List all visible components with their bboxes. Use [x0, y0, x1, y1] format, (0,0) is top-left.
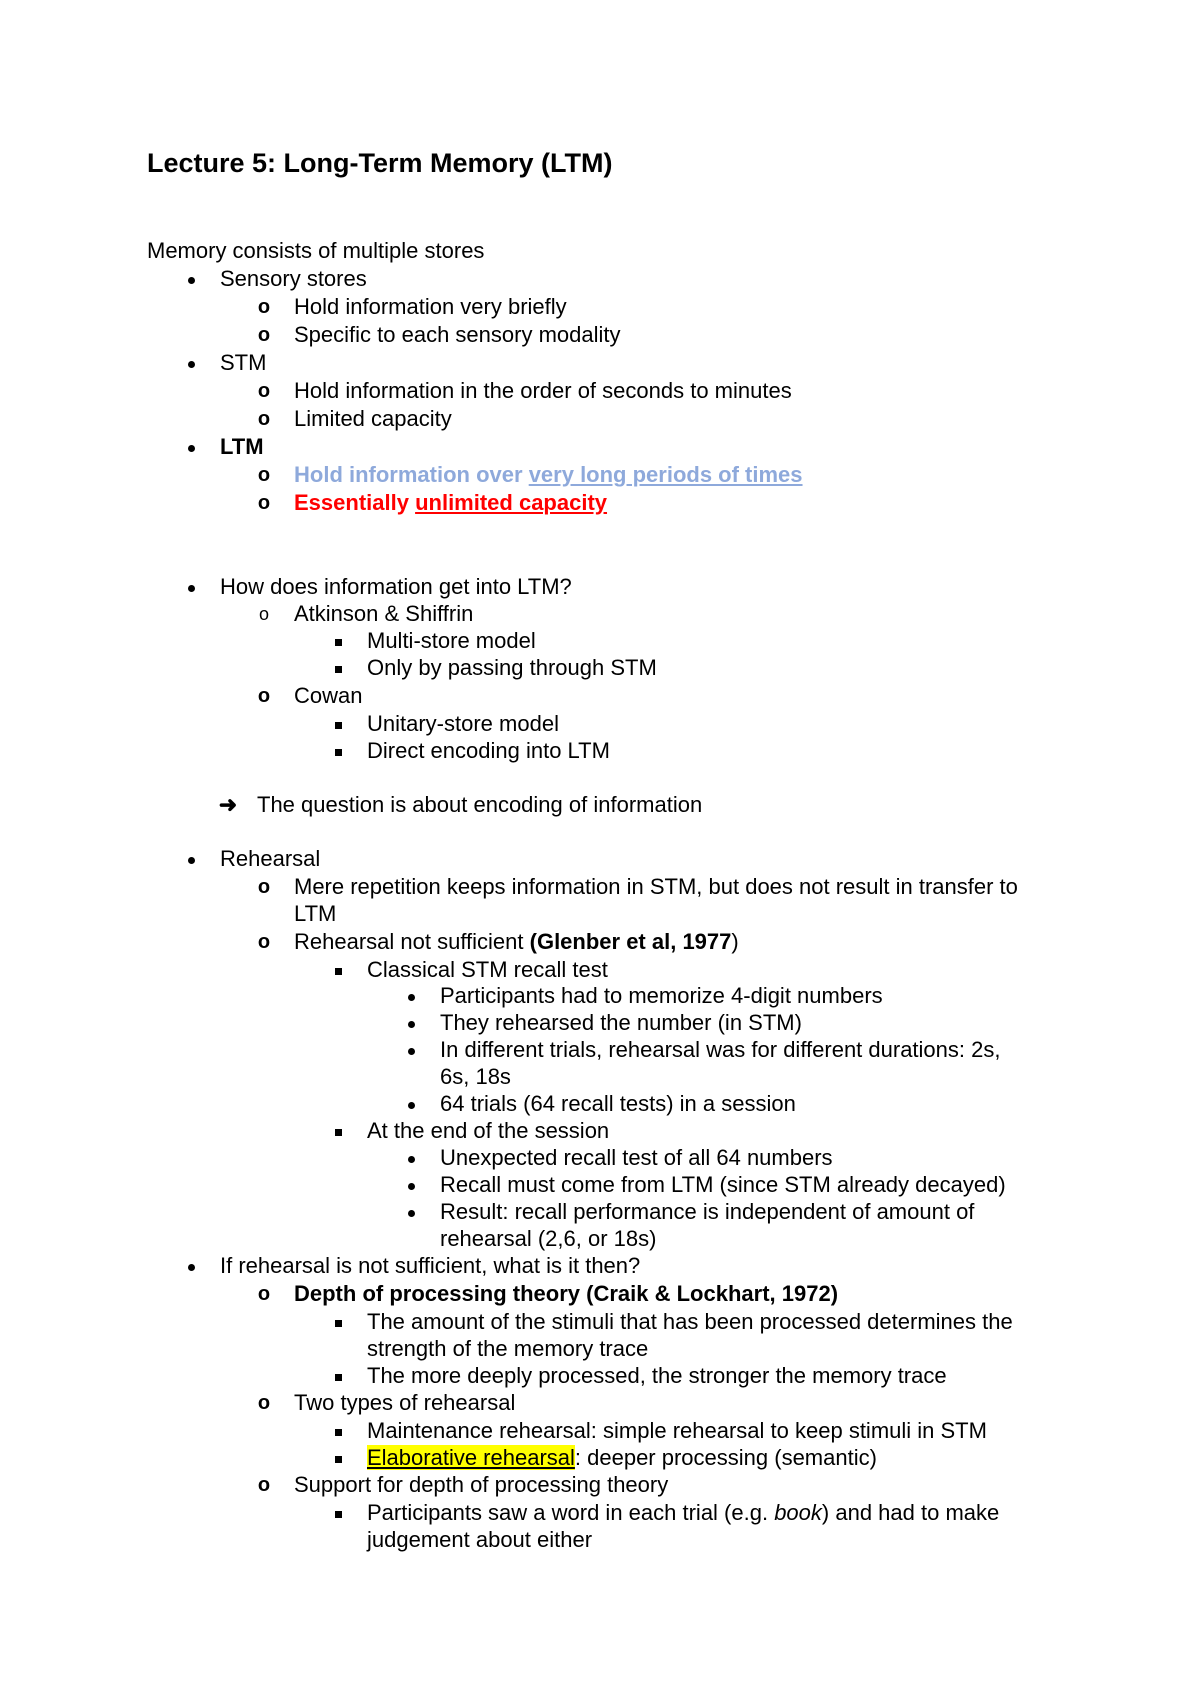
- list-item: Direct encoding into LTM: [367, 738, 610, 763]
- circle-bullet-icon: o: [257, 380, 271, 402]
- circle-bullet-icon: o: [258, 604, 269, 624]
- support-text: Participants saw a word in each trial (e.g.: [367, 1500, 775, 1525]
- list-item: Unitary-store model: [367, 711, 559, 736]
- bullet-icon: [401, 1037, 421, 1063]
- circle-bullet-icon: o: [257, 685, 271, 707]
- bullet-icon: [181, 266, 201, 292]
- square-bullet-icon: [328, 1418, 348, 1444]
- list-item: [294, 929, 739, 955]
- list-item: They rehearsed the number (in STM): [440, 1010, 802, 1035]
- list-item: Result: recall performance is independent of amount of: [440, 1199, 975, 1224]
- bullet-icon: [401, 983, 421, 1009]
- bullet-icon: [401, 1010, 421, 1036]
- circle-bullet-icon: o: [257, 464, 271, 486]
- square-bullet-icon: [328, 711, 348, 737]
- bullet-icon: [401, 1091, 421, 1117]
- closing-paren: ): [731, 929, 739, 954]
- circle-bullet-icon: o: [257, 931, 271, 953]
- list-item: [367, 1500, 999, 1526]
- list-item-continuation: strength of the memory trace: [367, 1336, 649, 1361]
- bullet-icon: [181, 434, 201, 460]
- list-item: [294, 462, 803, 488]
- list-item: Support for depth of processing theory: [294, 1472, 669, 1497]
- list-item: In different trials, rehearsal was for different durations: 2s,: [440, 1037, 1001, 1062]
- elaborative-description: : deeper processing (semantic): [574, 1445, 877, 1470]
- bullet-icon: [181, 350, 201, 376]
- list-item: How does information get into LTM?: [220, 574, 572, 599]
- circle-bullet-icon: o: [257, 876, 271, 898]
- circle-bullet-icon: o: [257, 324, 271, 346]
- circle-bullet-icon: o: [257, 1283, 271, 1305]
- list-item: The amount of the stimuli that has been processed determines the: [367, 1309, 1013, 1334]
- list-item: Rehearsal: [220, 846, 321, 871]
- ltm-duration-emphasis: very long periods of times: [528, 462, 803, 487]
- list-item: Hold information very briefly: [294, 294, 567, 319]
- ltm-capacity-emphasis: unlimited capacity: [415, 490, 608, 515]
- list-item-continuation: 6s, 18s: [440, 1064, 511, 1089]
- bullet-icon: [181, 574, 201, 600]
- list-item: Specific to each sensory modality: [294, 322, 621, 347]
- list-item: Multi-store model: [367, 628, 536, 653]
- list-item: Sensory stores: [220, 266, 367, 291]
- circle-bullet-icon: o: [257, 408, 271, 430]
- square-bullet-icon: [328, 957, 348, 983]
- list-item: Mere repetition keeps information in STM, but does not result in transfer to: [294, 874, 1018, 899]
- bullet-icon: [401, 1199, 421, 1225]
- right-arrow-icon: ➜: [218, 792, 238, 817]
- list-item: The question is about encoding of information: [257, 792, 703, 817]
- list-item: Maintenance rehearsal: simple rehearsal to keep stimuli in STM: [367, 1418, 987, 1443]
- ltm-duration-text: Hold information over: [294, 462, 529, 487]
- list-item: Classical STM recall test: [367, 957, 608, 982]
- square-bullet-icon: [328, 628, 348, 654]
- example-word: book: [774, 1500, 822, 1525]
- list-item: [294, 490, 607, 516]
- list-item: 64 trials (64 recall tests) in a session: [440, 1091, 796, 1116]
- list-item: Hold information in the order of seconds to minutes: [294, 378, 792, 403]
- bullet-icon: [181, 846, 201, 872]
- list-item: [367, 1445, 877, 1471]
- list-item-continuation: LTM: [294, 901, 337, 926]
- circle-bullet-icon: o: [257, 492, 271, 514]
- highlighted-term: Elaborative rehearsal: [367, 1445, 575, 1470]
- list-item: Recall must come from LTM (since STM already decayed): [440, 1172, 1006, 1197]
- square-bullet-icon: [328, 1500, 348, 1526]
- list-item: LTM: [220, 434, 264, 459]
- square-bullet-icon: [328, 738, 348, 764]
- list-item: At the end of the session: [367, 1118, 610, 1143]
- list-item: Unexpected recall test of all 64 numbers: [440, 1145, 833, 1170]
- ltm-capacity-text: Essentially: [294, 490, 416, 515]
- circle-bullet-icon: o: [257, 1474, 271, 1496]
- intro-text: Memory consists of multiple stores: [147, 238, 485, 263]
- list-item: Only by passing through STM: [367, 655, 657, 680]
- list-item: STM: [220, 350, 267, 375]
- list-item: Atkinson & Shiffrin: [294, 601, 474, 626]
- citation: (Glenber et al, 1977: [529, 929, 732, 954]
- list-item: Limited capacity: [294, 406, 452, 431]
- bullet-icon: [401, 1145, 421, 1171]
- list-item: Participants had to memorize 4-digit numbers: [440, 983, 883, 1008]
- list-item: Depth of processing theory (Craik & Lockhart, 1972): [294, 1281, 839, 1306]
- square-bullet-icon: [328, 1309, 348, 1335]
- list-item-continuation: rehearsal (2,6, or 18s): [440, 1226, 657, 1251]
- list-item: The more deeply processed, the stronger the memory trace: [367, 1363, 947, 1388]
- circle-bullet-icon: o: [257, 296, 271, 318]
- square-bullet-icon: [328, 1363, 348, 1389]
- page-title: Lecture 5: Long-Term Memory (LTM): [147, 148, 613, 178]
- list-item: Two types of rehearsal: [294, 1390, 516, 1415]
- square-bullet-icon: [328, 1118, 348, 1144]
- bullet-icon: [181, 1253, 201, 1279]
- square-bullet-icon: [328, 655, 348, 681]
- rehearsal-not-sufficient-text: Rehearsal not sufficient: [294, 929, 530, 954]
- bullet-icon: [401, 1172, 421, 1198]
- circle-bullet-icon: o: [257, 1392, 271, 1414]
- square-bullet-icon: [328, 1445, 348, 1471]
- list-item: Cowan: [294, 683, 363, 708]
- list-item: If rehearsal is not sufficient, what is it then?: [220, 1253, 641, 1278]
- list-item-continuation: judgement about either: [367, 1527, 593, 1552]
- support-text-rest: ) and had to make: [821, 1500, 1000, 1525]
